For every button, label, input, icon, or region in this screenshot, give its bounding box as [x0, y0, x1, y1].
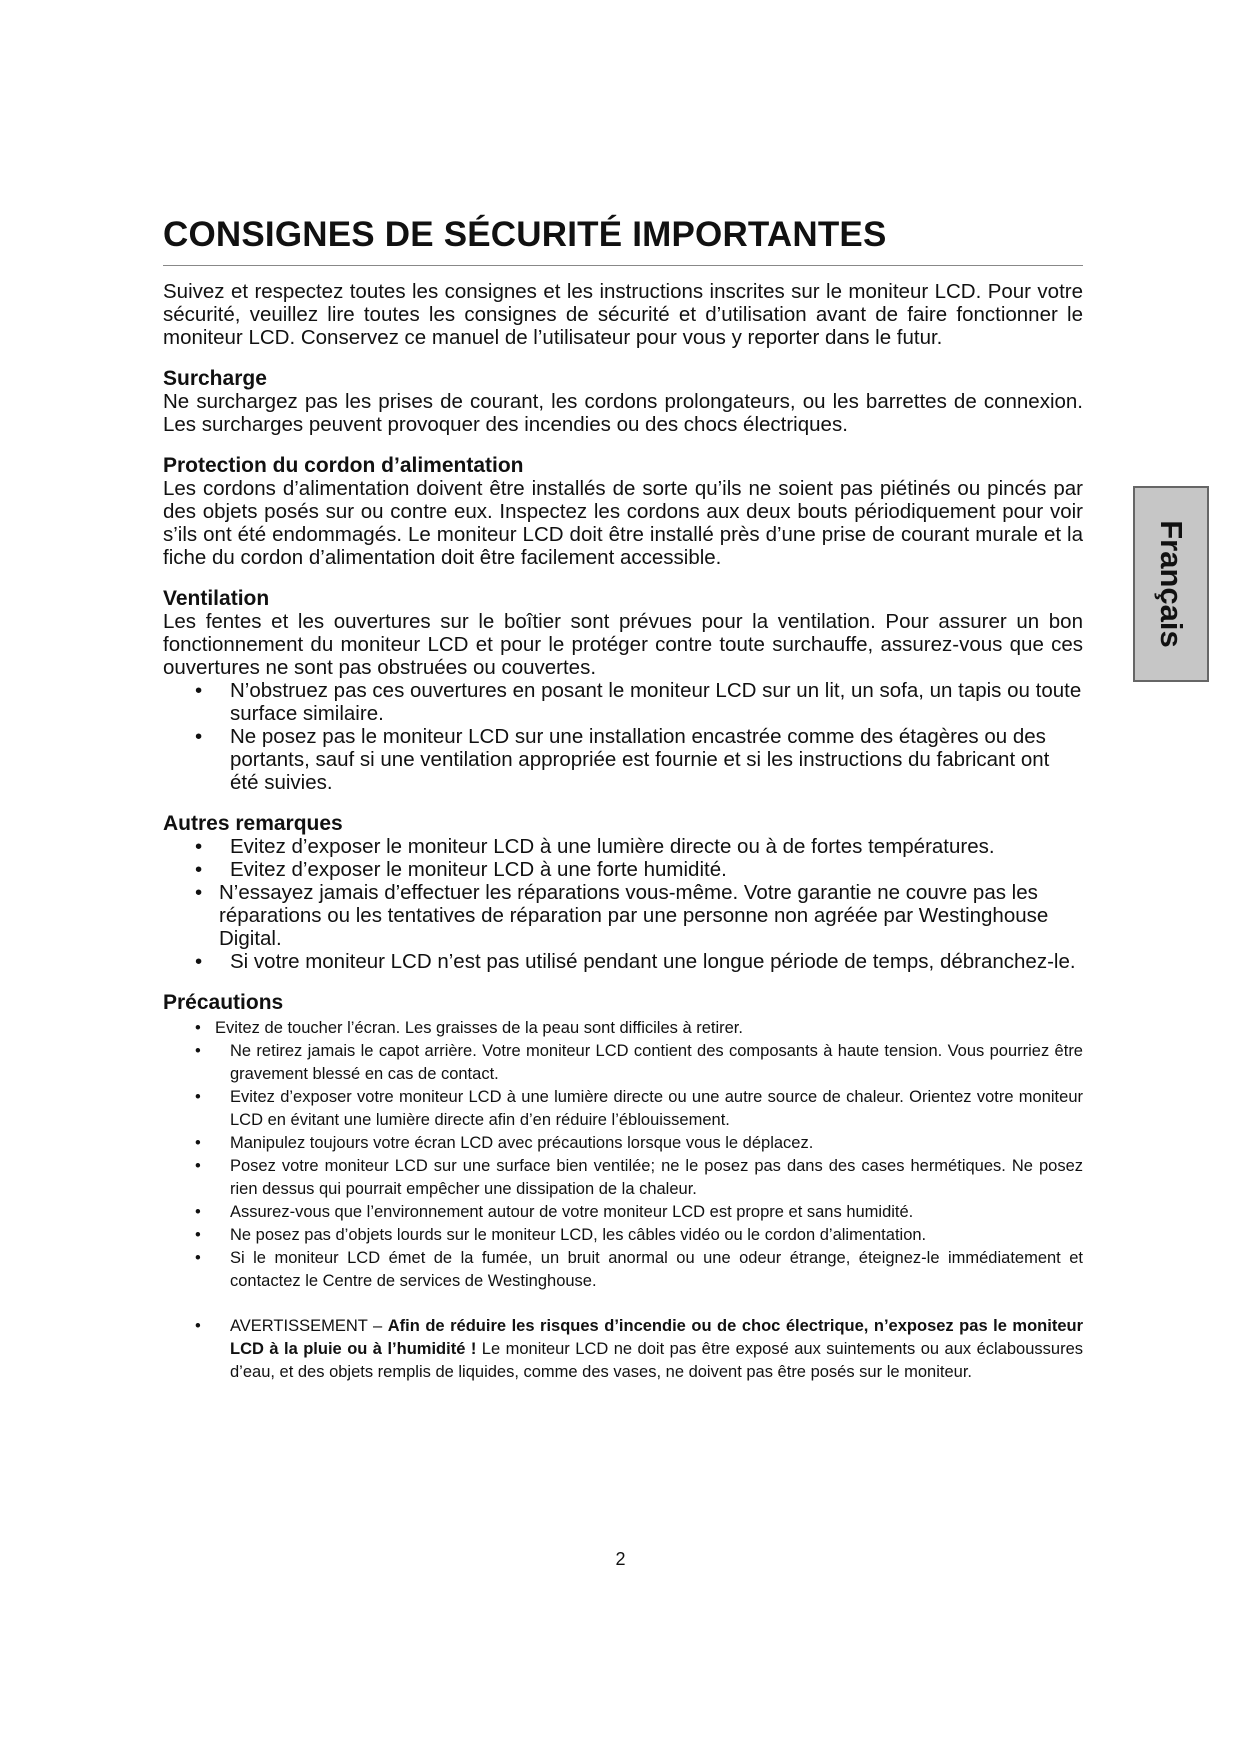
- list-item: [163, 1040, 1083, 1086]
- section-autres-remarques: [163, 812, 1083, 973]
- document-page: [163, 216, 1083, 1384]
- list-item: [163, 725, 1083, 794]
- list-item-text: N’essayez jamais d’effectuer les réparations vous-même. Votre garantie ne couvre pas les réparations ou les tentatives de réparation par une personne non agréée par Westinghouse Digital.: [219, 880, 1049, 950]
- list-item-text: Evitez d’exposer le moniteur LCD à une lumière directe ou à de fortes températures.: [230, 834, 995, 858]
- section-text: Les fentes et les ouvertures sur le boîtier sont prévues pour la ventilation. Pour assurer un bon fonctionnement du moniteur LCD et pour le protéger contre toute surchauffe, assurez-vous que ces ouvertures ne sont pas obstruées ou couvertes.: [163, 609, 1083, 679]
- bullet-icon: •: [195, 724, 203, 748]
- language-tab: [1133, 486, 1209, 682]
- section-heading: Autres remarques: [163, 811, 343, 835]
- list-item: [163, 679, 1083, 725]
- list-item: [163, 1086, 1083, 1132]
- ventilation-list: [163, 679, 1083, 794]
- bullet-icon: •: [195, 1133, 201, 1152]
- section-text: Les cordons d’alimentation doivent être installés de sorte qu’ils ne soient pas piétinés ou pincés par des objets posés sur ou contre eux. Inspectez les cordons aux deux bouts périodiquement pour voir s’ils ont été endommagés. Le moniteur LCD doit être installé près d’une prise de courant murale et la fiche du cordon d’alimentation doit être facilement accessible.: [163, 476, 1083, 569]
- list-item-text: Ne posez pas d’objets lourds sur le moniteur LCD, les câbles vidéo ou le cordon d’alimentation.: [230, 1225, 927, 1244]
- bullet-icon: •: [195, 1018, 201, 1037]
- section-surcharge: [163, 367, 1083, 436]
- precautions-list: [163, 1017, 1083, 1384]
- list-item-text: Posez votre moniteur LCD sur une surface bien ventilée; ne le posez pas dans des cases hermétiques. Ne posez rien dessus qui pourrait empêcher une dissipation de la chaleur.: [230, 1156, 1083, 1198]
- bullet-icon: •: [195, 1248, 201, 1267]
- warning-text: Le moniteur LCD ne doit pas être exposé aux suintements ou aux éclaboussures d’eau, et des objets remplis de liquides, comme des vases, ne doivent pas être posés sur le moniteur.: [230, 1339, 1083, 1381]
- intro-paragraph: Suivez et respectez toutes les consignes et les instructions inscrites sur le moniteur LCD. Pour votre sécurité, veuillez lire toutes les consignes de sécurité et d’utilisation avant de faire fonctionner le moniteur LCD. Conservez ce manuel de l’utilisateur pour vous y reporter dans le futur.: [163, 279, 1083, 349]
- list-item-text: Ne posez pas le moniteur LCD sur une installation encastrée comme des étagères ou des portants, sauf si une ventilation appropriée est fournie et si les instructions du fabricant ont été suivies.: [230, 724, 1050, 794]
- warning-bold-text: Afin de réduire les risques d’incendie ou de choc électrique, n’exposez pas le moniteur LCD à la pluie ou à l’humidité !: [230, 1316, 1083, 1358]
- list-item: [163, 950, 1083, 973]
- bullet-icon: •: [195, 857, 203, 881]
- list-item: [163, 1201, 1083, 1224]
- bullet-icon: •: [195, 1156, 201, 1175]
- list-item: [163, 1247, 1083, 1293]
- section-text: Ne surchargez pas les prises de courant, les cordons prolongateurs, ou les barrettes de connexion. Les surcharges peuvent provoquer des incendies ou des chocs électriques.: [163, 389, 1083, 436]
- list-item-text: N’obstruez pas ces ouvertures en posant le moniteur LCD sur un lit, un sofa, un tapis ou toute surface similaire.: [230, 678, 1082, 725]
- list-item: [163, 858, 1083, 881]
- bullet-icon: •: [195, 1087, 201, 1106]
- list-item: [163, 1155, 1083, 1201]
- list-item-text: Manipulez toujours votre écran LCD avec précautions lorsque vous le déplacez.: [230, 1133, 814, 1152]
- list-item-text: Evitez d’exposer le moniteur LCD à une forte humidité.: [230, 857, 727, 881]
- list-item-text: Si le moniteur LCD émet de la fumée, un bruit anormal ou une odeur étrange, éteignez-le immédiatement et contactez le Centre de services de Westinghouse.: [230, 1248, 1083, 1290]
- section-ventilation: [163, 587, 1083, 794]
- bullet-icon: •: [195, 1041, 201, 1060]
- bullet-icon: •: [195, 834, 203, 858]
- section-heading: Surcharge: [163, 366, 267, 390]
- list-item: [163, 1132, 1083, 1155]
- bullet-icon: •: [195, 678, 203, 702]
- list-item-text: Evitez de toucher l’écran. Les graisses de la peau sont difficiles à retirer.: [215, 1018, 743, 1037]
- section-heading: Ventilation: [163, 586, 270, 610]
- list-item-text: Ne retirez jamais le capot arrière. Votre moniteur LCD contient des composants à haute tension. Vous pourriez être gravement blessé en cas de contact.: [230, 1041, 1083, 1083]
- list-item: [163, 1017, 1083, 1040]
- page-title: CONSIGNES DE SÉCURITÉ IMPORTANTES: [163, 216, 1083, 266]
- bullet-icon: •: [195, 949, 203, 973]
- bullet-icon: •: [195, 1225, 201, 1244]
- list-item: [163, 881, 1083, 950]
- section-protection: [163, 454, 1083, 569]
- list-item: [163, 835, 1083, 858]
- list-item-text: Evitez d’exposer votre moniteur LCD à une lumière directe ou une autre source de chaleur. Orientez votre moniteur LCD en évitant une lumière directe afin d’en réduire l’éblouissement.: [230, 1087, 1083, 1129]
- section-precautions: [163, 991, 1083, 1384]
- list-item-text: Si votre moniteur LCD n’est pas utilisé pendant une longue période de temps, débranchez-le.: [230, 949, 1076, 973]
- bullet-icon: •: [195, 1202, 201, 1221]
- warning-item: [163, 1315, 1083, 1384]
- warning-label: AVERTISSEMENT –: [230, 1316, 383, 1335]
- bullet-icon: •: [195, 1316, 201, 1335]
- section-heading: Protection du cordon d’alimentation: [163, 453, 524, 477]
- page-number: 2: [615, 1549, 626, 1569]
- list-item: [163, 1224, 1083, 1247]
- list-item-text: Assurez-vous que l’environnement autour de votre moniteur LCD est propre et sans humidité.: [230, 1202, 914, 1221]
- section-heading: Précautions: [163, 990, 284, 1014]
- bullet-icon: •: [195, 880, 203, 904]
- language-tab-label: Français: [1154, 520, 1189, 648]
- autres-list: [163, 835, 1083, 973]
